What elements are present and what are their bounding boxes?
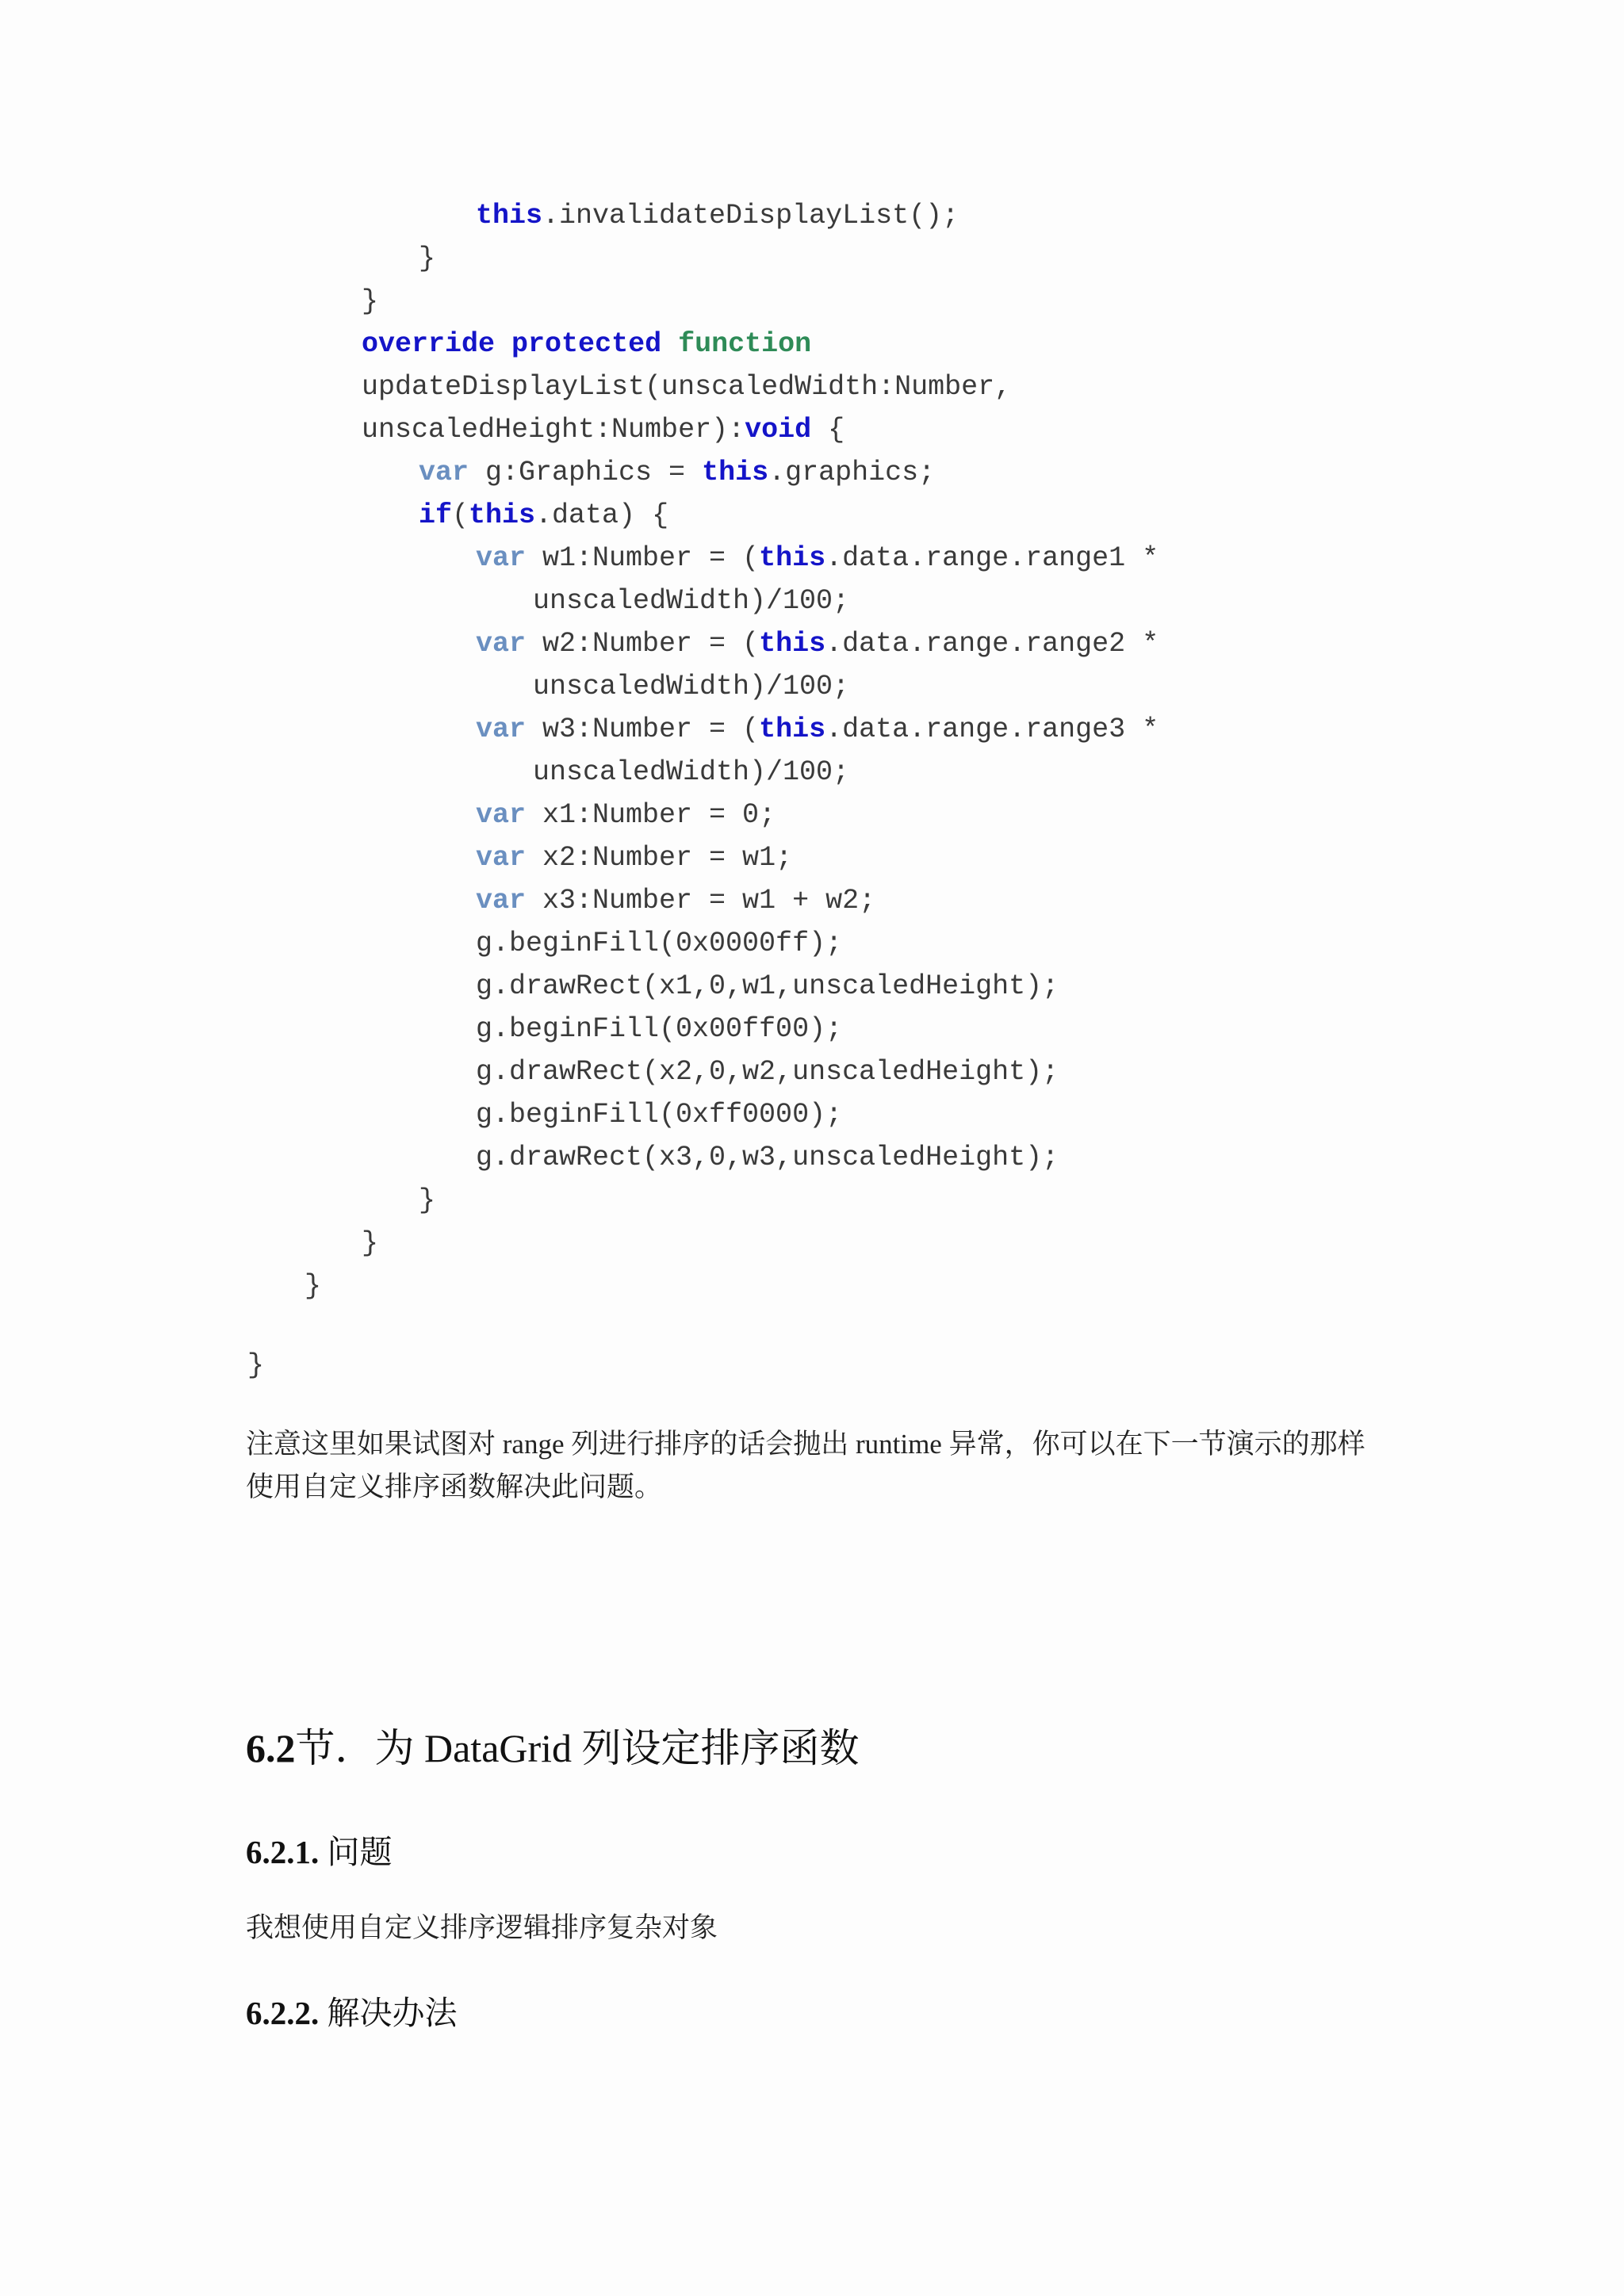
code-line: unscaledWidth)/100;: [533, 671, 850, 702]
code-line: }: [362, 285, 379, 317]
problem-title: 问题: [327, 1834, 393, 1870]
code-line: }: [247, 1349, 265, 1381]
problem-heading: [246, 1826, 393, 1873]
section-title: 节．为 DataGrid 列设定排序函数: [295, 1726, 860, 1770]
solution-title: 解决办法: [327, 1995, 458, 2031]
problem-body: 我想使用自定义排序逻辑排序复杂对象: [246, 1912, 718, 1943]
code-line: }: [419, 243, 436, 274]
code-line: g.drawRect(x2,0,w2,unscaledHeight);: [476, 1056, 1059, 1088]
solution-number: 6.2.2.: [246, 1995, 320, 2031]
code-line: var w2:Number = (this.data.range.range2 *: [476, 628, 1159, 660]
code-line: g.beginFill(0x00ff00);: [476, 1013, 843, 1045]
code-line: g.drawRect(x1,0,w1,unscaledHeight);: [476, 970, 1059, 1002]
problem-number: 6.2.1.: [246, 1834, 320, 1870]
code-line: this.invalidateDisplayList();: [476, 200, 959, 232]
code-line: var x2:Number = w1;: [476, 842, 793, 874]
code-line: g.beginFill(0x0000ff);: [476, 928, 843, 959]
code-line: unscaledWidth)/100;: [533, 756, 850, 788]
note-paragraph: 注意这里如果试图对 range 列进行排序的话会抛出 runtime 异常，你可以在下一节演示的那样使用自定义排序函数解决此问题。: [246, 1429, 1365, 1502]
code-line: if(this.data) {: [419, 499, 669, 531]
code-line: }: [419, 1184, 436, 1216]
code-line: g.drawRect(x3,0,w3,unscaledHeight);: [476, 1142, 1059, 1173]
solution-heading: [246, 1987, 458, 2034]
code-line: override protected function: [362, 328, 812, 360]
code-line: g.beginFill(0xff0000);: [476, 1099, 843, 1131]
code-line: }: [304, 1270, 322, 1302]
code-line: var x3:Number = w1 + w2;: [476, 885, 876, 916]
code-line: updateDisplayList(unscaledWidth:Number,: [362, 371, 1012, 403]
code-line: var w1:Number = (this.data.range.range1 *: [476, 542, 1159, 574]
section-number: 6.2: [246, 1726, 296, 1770]
code-line: }: [362, 1227, 379, 1259]
code-line: var w3:Number = (this.data.range.range3 *: [476, 714, 1159, 745]
code-line: var x1:Number = 0;: [476, 799, 776, 831]
code-line: unscaledWidth)/100;: [533, 585, 850, 617]
code-line: var g:Graphics = this.graphics;: [419, 457, 936, 488]
code-line: unscaledHeight:Number):void {: [362, 414, 845, 446]
section-heading: [246, 1716, 860, 1774]
